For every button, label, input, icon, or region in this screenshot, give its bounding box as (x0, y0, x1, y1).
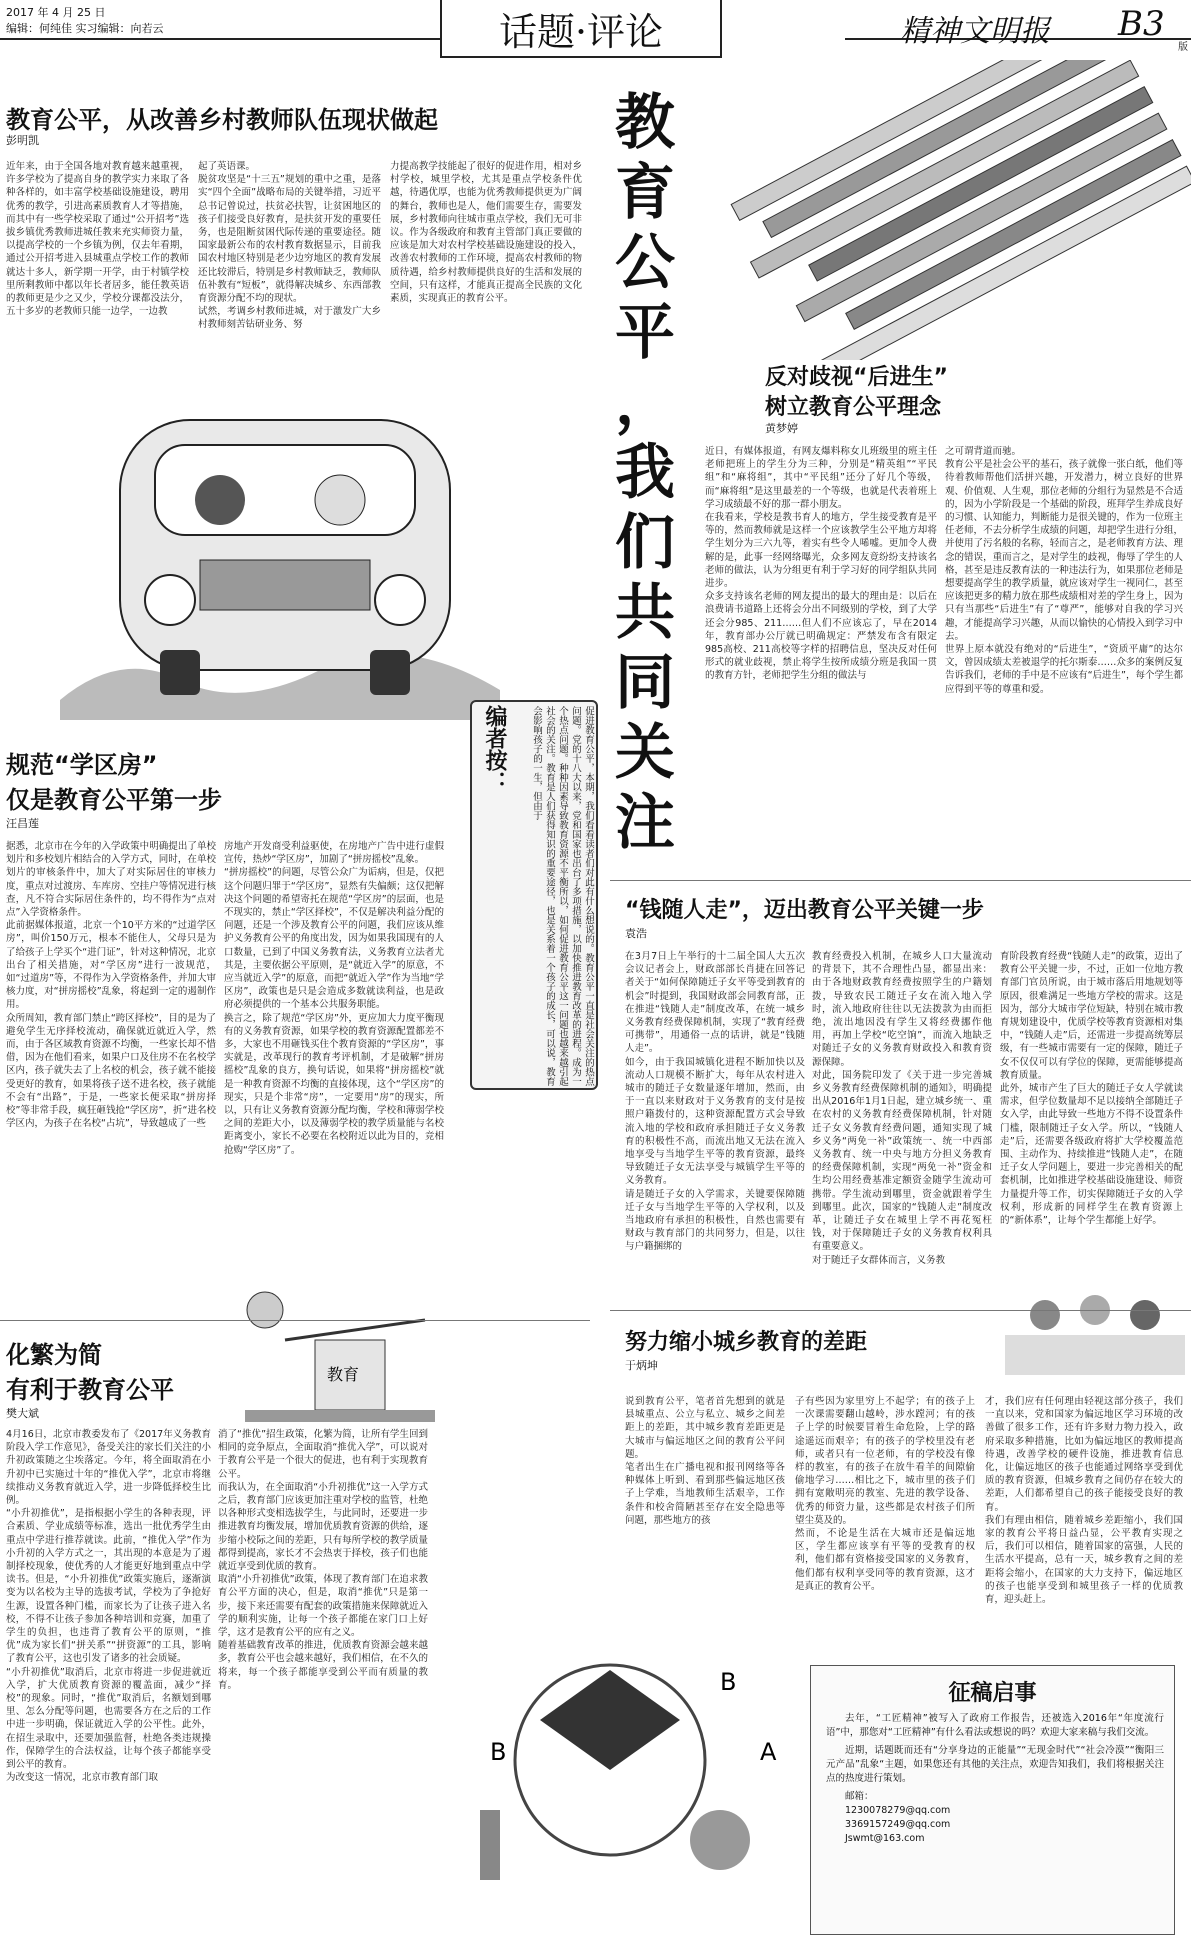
article2-title-line1: 反对歧视“后进生” (765, 365, 948, 390)
main-title-char: 公 (615, 228, 675, 298)
article6-col1: 说到教育公平，笔者首先想到的就是县城重点、公立与私立、城乡之间差距上的差距，其中城乡教育差距更是大城市与偏远地区之间的教育公平问题。 笔者出生在广播电视和报刊网络等各种媒体上听到、看到那些偏远地区孩子上学难，当地教师生活艰辛，工作条件和校舍简陋甚至存在安全隐患等问题，那些地方的孩 (625, 1396, 785, 1526)
article1-author: 彭明凯 (6, 134, 39, 147)
divider (0, 1320, 590, 1321)
main-title-char: 注 (615, 788, 675, 858)
article6-author: 于炳坤 (625, 1359, 658, 1372)
article1-col2: 起了英语课。 脱贫攻坚是“十三五”规划的重中之重，是落实“四个全面”战略布局的关键举措，习近平总书记曾说过，扶贫必扶智，让贫困地区的孩子们接受良好教育，是扶贫开发的重要任务，也是阻断贫困代际传递的重要途径。随国家最新公布的农村教育数据显示，目前我国农村地区特别是老少边穷地区的教育发展还比较滞后，特别是乡村教师缺乏，教师队伍补教有“短板”，就得解决城乡、东西部教育资源分配不均的现状。 试然，考调乡村教师进城，对于激发广大乡村教师刻苦钻研业务、努 (198, 161, 381, 331)
page-number: B3 (1118, 4, 1165, 44)
article2-col1: 近日，有媒体报道，有网友爆料称女儿班级里的班主任老师把班上的学生分为三种，分别是“精英组”“平民组”和“麻将组”，其中“平民组”还分了好几个等级，而“麻将组”是这里最差的一个等级，也就是代表着班上学习成绩最不好的那一群小朋友。 在我看来，学校是教书育人的地方，学生接受教育是平等的，然而教师就是这样一个应该教学生公平地方却将学生划分为三六九等，着实有些令人唏嘘。更加令人费解的是，此事一经网络曝光，众多网友竟纷纷支持该名老师的做法，认为分组更有利于学习好的同学组队共同进步。 众多支持该名老师的网友提出的最大的理由是：以后在浪费请书道路上还将会分出不同级别的学校，到了大学还会分985、211……但人们不应该忘了，早在2014年，教育部办公厅就已明确规定：严禁发布含有限定985高校、211高校等字样的招聘信息，坚决反对任何形式的就业歧视，禁止将学生按所成绩分班是我国一贯的教育方针，老师把学生分组的做法与 (705, 446, 937, 682)
notice-email[interactable]: 3369157249@qq.com (845, 1819, 951, 1830)
article2-title-line2: 树立教育公平理念 (765, 395, 942, 420)
newspaper-name: 精神文明报 (900, 14, 1050, 49)
divider (610, 880, 1191, 881)
editors-line: 编辑：何纯佳 实习编辑：向若云 (6, 22, 164, 35)
svg-text:B: B (490, 1738, 507, 1766)
article3-col1: 据悉，北京市在今年的入学政策中明确提出了单校划片和多校划片相结合的入学方式，同时，在单校划片的审核条件中，加大了对实际居住的审核力度，重点对过渡房、车库房、空挂户等情况进行核查，凡不符合实际居住条件的，均不得作为“点对点”入学资格条件。 此前据媒体报道，北京一个10平方米的“过道学区房”，叫价150万元，根本不能住人，父母只是为了给孩子上学买个“进门证”，针对这种情况，北京出台了相关措施，对“学区房”进行一波规范，如“过道房”等，不得作为入学资格条件，并加大审核力度，对“拼房摇校”乱象，将起到一定的遏制作用。 众所周知，教育部门禁止“跨区择校”，目的是为了避免学生无序择校流动，确保就近就近入学，然而，由于各区域教育资源不均衡，一些家长却不惜借，因为在他们看来，如果户口及住房不在名校学区内，孩子就失去了上名校的机会，孩子就不能接受更好的教育，如果将孩子送不进名校，孩子就能不会有“出路”，于是，一些家长便采取“拼房择校”等非常手段，疯狂砸钱抢“学区房”，折“进名校学区内，为孩子在名校“占坑”，导致越成了一些 (6, 841, 216, 1130)
notice-email-label: 邮箱： (845, 1791, 874, 1802)
svg-text:教育: 教育 (327, 1365, 360, 1384)
article5-title-line2: 有利于教育公平 (6, 1376, 174, 1404)
article6-col3: 才，我们应有任何理由轻视这部分孩子，我们一直以来，党和国家为偏远地区学习环境的改善做了很多工作，还有许多财力物力投入，政府采取多种措施，比如为偏远地区的教师提高待遇，改善学校的硬件设施，推进教育信息化，让偏远地区的孩子也能通过网络享受到优质的教育资源，但城乡教育之间仍存在较大的差距，人们都希望自己的孩子能接受良好的教育。 我们有理由相信，随着城乡差距缩小，我们国家的教育公平将日益凸显，公平教育实现之后，我们可以相信，随着国家的富强，人民的生活水平提高，总有一天，城乡教育之间的差距将会缩小，在国家的大力支持下，偏远地区的孩子也能享受到和城里孩子一样的优质教育，迎头赶上。 (985, 1396, 1183, 1606)
main-title-char: 关 (615, 718, 675, 788)
article5-author: 樊大斌 (6, 1407, 39, 1420)
school-bus-illustration (60, 400, 500, 720)
svg-text:A: A (760, 1738, 777, 1766)
editor-note-label: 编者按： (482, 705, 507, 793)
article4-author: 袁浩 (625, 927, 647, 940)
article1-title: 教育公平，从改善乡村教师队伍现状做起 (6, 106, 438, 134)
call-for-papers-title: 征稿启事 (948, 1681, 1037, 1706)
article5-col2: 消了“推优”招生政策，化繁为简，让所有学生回到相同的竞争原点，全面取消“推优入学”，可以说对于教育公平是一个很大的促进，也有利于实现教育公平。 而我认为，在全面取消“小升初推优”这一入学方式之后，教育部门应该更加注重对学校的监管，杜绝以各种形式变相选拔学生，与此同时，还要进一步推进教育均衡发展，增加优质教育资源的供给，逐步缩小校际之间的差距，只有每所学校的教学质量都得到提高，家长才不会热衷于择校，孩子们也能就近享受到优质的教育。 取消“小升初推优”政策，体现了教育部门在追求教育公平方面的决心，但是，取消“推优”只是第一步，接下来还需要有配套的政策措施来保障就近入学的顺利实施，让每一个孩子都能在家门口上好学，这才是教育公平的应有之义。 随着基础教育改革的推进，优质教育资源会越来越多，教育公平也会越来越好，我们相信，在不久的将来，每一个孩子都能享受到公平而有质量的教育。 (218, 1429, 428, 1691)
article4-col1: 在3月7日上午举行的十二届全国人大五次会议记者会上，财政部部长肖捷在回答记者关于“如何保障随迁子女平等受到教育的机会”时提到，我国财政部会同教育部，正在推进“钱随人走”制度改革，在统一城乡义务教育经费保障机制，实现了“教育经费可携带”，用通俗一点的话讲，就是“钱随人走”。 如今，由于我国城镇化进程不断加快以及流动人口规模不断扩大，每年从农村进入城市的随迁子女数量逐年增加，然而，由于一直以来财政对于义务教育的支付是按照户籍拨付的，这种资源配置方式会导致流入地的学校和政府承担随迁子女义务教育的积极性不高，而流出地又无法在流入地享受与当地学生平等的教育资源，最终导致随迁子女无法享受与城镇学生平等的义务教育。 请是随迁子女的入学需求，关键要保障随迁子女与当地学生平等的入学权利，以及当地政府有承担的积极性，自然也需要有财政与教育部门的共同努力，但是，以往与户籍捆绑的 (625, 951, 805, 1253)
article3-title-line2: 仅是教育公平第一步 (6, 786, 222, 814)
article3-author: 汪昌莲 (6, 817, 39, 830)
main-title-char: 平 (615, 298, 675, 368)
notice-paragraph: 去年，“工匠精神”被写入了政府工作报告，还被选入2016年“年度流行语”中，那您对“工匠精神”有什么看法或想说的吗？欢迎大家来稿与我们交流。 (826, 1713, 1164, 1738)
main-title-char: 同 (615, 648, 675, 718)
article3-col2: 房地产开发商受利益驱使，在房地产广告中进行虚假宣传，热炒“学区房”，加剧了“拼房摇校”乱象。 “拼房摇校”的问题，尽管公众广为诟病，但是，仅把这个问题归罪于“学区房”，显然有失偏颇；这仅把解决这个问题的希望寄托在规范“学区房”的层面，也是不现实的，禁止“学区择校”，不仅是解决利益分配的问题，还是一个涉及教育公平的问题，我们应该从维护义务教育公平的角度出发，因为如果我国现有的人口数量，已到了中国义务教育法，义务教育立法者尤其是，主要依据公平原则，是“就近入学”的原意，不应当就近入学”的原意，而把“就近入学”作为当地“学区房”，政策也是只是会造成多数就读利益，也是政府必须提供的一个基本公共服务职能。 换言之，除了规范“学区房”外，更应加大力度平衡现有的义务教育资源，如果学校的教育资源配置都差不多，大家也不用砸钱买住个教育资源的“学区房”，事实就是，改革现行的教育考评机制，才是破解“拼房摇校”乱象的良方，换句话说，如果将“拼房摇校”就是一种教育资源不均衡的直接体现，这个“学区房”的现实，只是个非常“房”，一定要用“房”的现实，所以，只有让义务教育资源分配均衡，学校和薄弱学校之间的差距大小，以及薄弱学校的教学质量能与名校距离变小，家长不必要在名校附近以此为目的，竞相抢购“学区房”了。 (224, 841, 444, 1156)
article2-author: 黄梦婷 (765, 422, 798, 435)
article5-col1: 4月16日，北京市教委发布了《2017年义务教育阶段入学工作意见》，备受关注的家长们关注的小升初政策随之尘埃落定。今年，将全面取消在小升初中已实施过十年的“推优入学”，北京市将继续推动义务教育就近入学，进一步降低择校生比例。 “小升初推优”，是指根据小学生的各种表现，评合素质、学业成绩等标准，选出一批优秀学生由重点中学进行推荐就读。此前，“推优入学”作为小升初的入学方式之一，其出现的本意是为了遏制择校现象，使优秀的人才能更好地到重点中学读书。但是，“小升初推优”政策实施后，逐渐演变为以名校为主导的选拔考试，学校为了争抢好生源，设置各种门槛，而家长为了让孩子进入名校，不得不让孩子参加各种培训和竞赛，加重了学生的负担，也违背了教育公平的原则，“推优”成为家长们“拼关系”“拼资源”的工具，影响了教育公平，这也引发了诸多的社会质疑。 “小升初推优”取消后，北京市将进一步促进就近入学，扩大优质教育资源的覆盖面，减少“择校”的现象。同时，“推优”取消后，名额划到哪里、怎么分配等问题，也需要各方在之后的工作中进一步明确，保证就近入学的公平性。此外，在招生录取中，还要加强监督，杜绝各类违规操作，保障学生的合法权益，让每个孩子都能享受到公平的教育。 为改变这一情况，北京市教育部门取 (6, 1429, 211, 1784)
science-icons-illustration (420, 1580, 800, 1935)
editor-note-text: 促进教育公平，本期，我们看看读者们对此有什么想说的。教育公平一直是社会关注的热点问题。党的十八大以来，党和国家也出台了多项措施，以加快推进教育改革的进程。成为一个热点问题。种种因素导致教育资源不平衡所以，如何促进教育公平这一问题也越来越引起社会的关注。教育是人们获得知识的重要途径，也是关系着一个孩子的成长，可以说，教育会影响孩子的一生，但由于 (531, 706, 594, 1086)
education-scale-illustration (225, 1280, 455, 1450)
notice-email[interactable]: 1230078279@qq.com (845, 1805, 951, 1816)
article3-title-line1: 规范“学区房” (6, 751, 158, 779)
article2-col2: 之可谓背道而驰。 教育公平是社会公平的基石，孩子就像一张白纸，他们等待着教师帮他们活拼兴趣，开发潜力，树立良好的世界观、价值观、人生观，那位老师的分组行为显然是不合适的，因为小学阶段是一个基础的阶段，班拜学生养成良好的习惯、认知能力，判断能力是很关键的，作为一位班主任老师，不去分析学生成绩的问题，却把学生进行分组，并使用了污名般的名称，轻而言之，是老师教育方法、理念的错误，重而言之，是对学生的歧视，侮辱了学生的人格，甚至是违反教育法的一种违法行为，如果那位老师是想要提高学生的教学质量，就应该对学生一视同仁，甚至应该把更多的精力放在那些成绩相对差的学生身上，因为只有当那些“后进生”有了“尊严”，能够对自我的学习兴趣，才能提高学习兴趣，从而以愉快的心情投入到学习中去。 世界上原本就没有绝对的“后进生”，“资质平庸”的达尔文，曾因成绩太差被退学的托尔斯泰……众多的案例反复告诉我们，老师的手中是不应该有“后进生”，每个学生都应得到平等的尊重和爱。 (945, 446, 1183, 695)
notice-paragraph: 近期，话题既而还有“分享身边的正能量”“无现金时代”“社会冷漠”“衡阳三元产品”乱象“主题，如果您还有其他的关注点，欢迎告知我们，我们将根据关注点的热度进行策划。 (826, 1745, 1164, 1784)
article4-col3: 育阶段教育经费“钱随人走”的政策，迈出了教育公平关键一步，不过，正如一位地方教育部门官员所说，由于城市落后用地规划等原因，很难满足一些地方学校的需求。这是因为，部分大城市学位短缺，特别在城市教育规划建设中，优质学校等教育资源相对集中，“钱随人走”后，还需进一步提高统筹层级，有一些城市需要有一定的保障，随迁子女不仅仅可以有学位的保障，更需能够提高教育质量。 此外，城市产生了巨大的随迁子女人学就读需求，但学位数量却不足以接纳全部随迁子女入学，由此导致一些地方不得不设置条件门槛，限制随迁子女入学。所以，“钱随人走”后，还需要各级政府将扩大学校覆盖范围、主动作为、持续推进“钱随人走”，在随迁子女人学问题上，要进一步完善相关的配套机制，比如推进学校基础设施建设、师资力量提升等工作，切实保障随迁子女的入学权利，形成新的同样学生在教育资源上的“新体系”，让每个学生都能上好学。 (1000, 951, 1183, 1227)
article4-title: “钱随人走”，迈出教育公平关键一步 (625, 898, 984, 923)
pencils-illustration (720, 60, 1191, 360)
article6-col2: 子有些因为家里穷上不起学；有的孩子上一次课需要翻山越岭，涉水蹚河；有的孩子上学的时候要冒着生命危险，上学的路途遥远而艰辛；有的孩子的学校里没有老师，或者只有一位老师，有的学校没有像样的教室，有的孩子在放牛看羊的间隙偷偷地学习……相比之下，城市里的孩子们拥有宽敞明亮的教室、先进的教学设备、优秀的师资力量，这些都是农村孩子们所望尘莫及的。 然而，不论是生活在大城市还是偏远地区，学生都应该享有平等的受教育的权利，他们都有资格接受国家的义务教育，他们都有权利享受同等的教育资源，这才是真正的教育公平。 (795, 1396, 975, 1592)
main-title-char: 育 (615, 158, 675, 228)
notice-email[interactable]: Jswmt@163.com (845, 1833, 925, 1844)
children-illustration (1005, 1265, 1185, 1385)
article1-col1: 近年来，由于全国各地对教育越来越重视，许多学校为了提高自身的教学实力来取了各种各样的，如丰富学校基础设施建设，聘用优秀的教学，引进高素质教育人才等措施，而其中有一些学校采取了通过“公开招考”选拔乡镇优秀教师进城任教来充实师资力量，以提高学校的一个乡镇为例，仅去年看期，通过公开招考进入县城重点学校工作的教师就达十多人，新学期一开学，由于村镇学校里所剩教师中都以年长者居多，能任教英语的教师更是少之又少，学校分课都没法分，五十多岁的老教师只能一边学，一边教 (6, 161, 189, 318)
main-title-char: 我 (615, 438, 675, 508)
svg-text:B: B (720, 1668, 737, 1696)
main-title-char: 们 (615, 508, 675, 578)
main-title-char: ， (615, 368, 675, 438)
page-suffix: 版 (1178, 42, 1188, 53)
section-title: 话题·评论 (440, 0, 722, 58)
issue-date: 2017 年 4 月 25 日 (6, 6, 106, 19)
main-title-char: 共 (615, 578, 675, 648)
article1-col3: 力提高教学技能起了很好的促进作用，相对乡村学校，城里学校，尤其是重点学校条件优越，待遇优厚，也能为优秀教师提供更为广阔的舞台，教师也是人，他们需要生存，需要发展，乡村教师向往城市重点学校，我们无可非议。作为各级政府和教育主管部门真正要做的应该是加大对农村学校基础设施建设的投入，改善农村教师的工作环境，提高农村教师的物质待遇，给乡村教师提供良好的生活和发展的空间，只有这样，才能真正提高全民族的文化素质，实现真正的教育公平。 (390, 161, 582, 305)
divider (610, 1310, 1191, 1311)
call-for-papers-body (826, 1712, 1164, 1846)
main-title-char: 教 (615, 88, 675, 158)
article6-title: 努力缩小城乡教育的差距 (625, 1330, 868, 1355)
article5-title-line1: 化繁为简 (6, 1341, 102, 1369)
main-title (595, 88, 695, 868)
header-rule-left (0, 38, 440, 40)
article4-col2: 教育经费投入机制，在城乡人口大量流动的背景下，其不合理性凸显，都显出来：由于各地财政教育经费按照学生的户籍划拨，导致农民工随迁子女在流入地入学时，流入地政府往往以无法拨款为由而拒绝，流出地因没有学生又将经费挪作他用，再加上学校“吃空饷”，而流入地缺乏对随迁子女的义务教育财政投入和教育资源保障。 对此，国务院印发了《关于进一步完善城乡义务教育经费保障机制的通知》，明确提出从2016年1月1日起，建立城乡统一、重在农村的义务教育经费保障机制，针对随迁子女义务教育经费问题，通知实现了城乡义务“两免一补”政策统一、统一中西部义务教育、统一中央与地方分担义务教育的经费保障机制，实现“两免一补”资金和生均公用经费基准定额资金随学生流动可携带。学生流动到哪里，资金就跟着学生到哪里。此次，国家的“钱随人走”制度改革，让随迁子女在城里上学不再花冤枉钱，对于保障随迁子女的义务教育权利具有重要意义。 对于随迁子女群体而言，义务教 (812, 951, 992, 1266)
